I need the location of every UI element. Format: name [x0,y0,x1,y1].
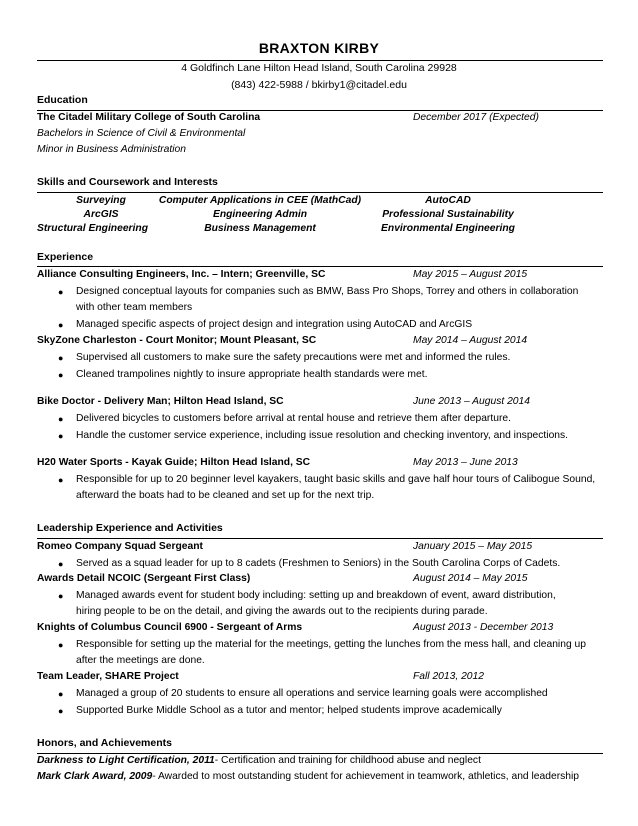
section-divider [37,110,603,111]
degree: Bachelors in Science of Civil & Environmental [37,128,246,139]
header-divider [37,60,603,61]
job-bullet: Handle the customer service experience, including issue resolution and checking inventory, and inspections. [76,430,569,441]
job-date: June 2013 – August 2014 [413,396,530,407]
job-bullet: Cleaned trampolines nightly to insure appropriate health standards were met. [76,369,428,380]
honor-item [37,771,579,784]
bullet-icon: ● [58,591,64,601]
job-heading: SkyZone Charleston - Court Monitor; Mount Pleasant, SC [37,335,317,346]
skill-item: Structural Engineering [37,223,148,234]
job-heading: H20 Water Sports - Kayak Guide; Hilton Head Island, SC [37,457,311,468]
role-bullet: Responsible for setting up the material for the meetings, getting the lunches from the mess hall, and cleaning up [76,639,586,650]
bullet-icon: ● [58,320,64,330]
minor: Minor in Business Administration [37,144,186,155]
skill-item: Business Management [204,223,316,234]
bullet-icon: ● [58,640,64,650]
honor-name: Mark Clark Award, 2009 [37,771,153,782]
job-bullet: Designed conceptual layouts for companies such as BMW, Bass Pro Shops, Torrey and others in collaboration [76,286,579,297]
role-date: August 2014 – May 2015 [413,573,528,584]
bullet-icon: ● [58,414,64,424]
job-bullet-continued: afterward the boats had to be cleaned and set up for the next trip. [76,490,375,501]
job-heading: Alliance Consulting Engineers, Inc. – Intern; Greenville, SC [37,269,326,280]
job-date: May 2014 – August 2014 [413,335,528,346]
role-bullet: Supported Burke Middle School as a tutor and mentor; helped students improve academically [76,705,502,716]
bullet-icon: ● [58,287,64,297]
section-title-honors: Honors, and Achievements [37,737,172,749]
contact-info: (843) 422-5988 / bkirby1@citadel.edu [231,79,407,91]
section-divider [37,266,603,267]
role-date: January 2015 – May 2015 [413,541,533,552]
job-bullet-continued: with other team members [76,302,193,313]
skill-item: Computer Applications in CEE (MathCad) [158,195,362,206]
job-date: May 2015 – August 2015 [413,269,528,280]
bullet-icon: ● [58,475,64,485]
job-bullet: Responsible for up to 20 beginner level kayakers, taught basic skills and gave half hour tours of Calibogue Sound, [76,474,596,485]
role-bullet-continued: hiring people to be on the detail, and giving the awards out to the recipients during parade. [76,606,488,617]
skill-item: Environmental Engineering [381,223,515,234]
section-divider [37,753,603,754]
candidate-name: BRAXTON KIRBY [258,40,380,56]
job-bullet: Delivered bicycles to customers before arrival at rental house and retrieve them after departure. [76,413,511,424]
bullet-icon: ● [58,706,64,716]
role-bullet: Served as a squad leader for up to 8 cadets (Freshmen to Seniors) in the South Carolina Corps of Cadets. [76,558,561,569]
bullet-icon: ● [58,689,64,699]
section-title-education: Education [37,94,88,106]
role-heading: Romeo Company Squad Sergeant [37,541,203,552]
skill-item: Surveying [76,195,126,206]
education-date: December 2017 (Expected) [413,112,539,123]
honor-description: - Certification and training for childhood abuse and neglect [214,755,481,766]
skill-item: Professional Sustainability [382,209,514,220]
job-heading: Bike Doctor - Delivery Man; Hilton Head Island, SC [37,396,284,407]
role-bullet: Managed a group of 20 students to ensure all operations and service learning goals were accomplished [76,688,548,699]
role-date: August 2013 - December 2013 [413,622,554,633]
skill-item: ArcGIS [83,209,119,220]
bullet-icon: ● [58,431,64,441]
section-title-skills: Skills and Coursework and Interests [37,176,218,188]
section-title-experience: Experience [37,251,94,263]
honor-item [37,755,481,768]
job-bullet: Supervised all customers to make sure the safety precautions were met and informed the rules. [76,352,511,363]
skill-item: Engineering Admin [212,209,307,220]
role-heading: Knights of Columbus Council 6900 - Sergeant of Arms [37,622,303,633]
bullet-icon: ● [58,353,64,363]
bullet-icon: ● [58,559,64,569]
role-bullet-continued: after the meetings are done. [76,655,205,666]
role-bullet: Managed awards event for student body including: setting up and breakdown of event, award distribution, [76,590,556,601]
job-date: May 2013 – June 2013 [413,457,518,468]
address: 4 Goldfinch Lane Hilton Head Island, South Carolina 29928 [181,62,457,74]
school-name: The Citadel Military College of South Carolina [37,112,261,123]
section-title-leadership: Leadership Experience and Activities [37,522,223,534]
role-heading: Team Leader, SHARE Project [37,671,179,682]
section-divider [37,192,603,193]
bullet-icon: ● [58,370,64,380]
honor-description: - Awarded to most outstanding student for achievement in teamwork, athletics, and leadership [152,771,580,782]
job-bullet: Managed specific aspects of project design and integration using AutoCAD and ArcGIS [76,319,473,330]
skill-item: AutoCAD [425,195,471,206]
role-date: Fall 2013, 2012 [413,671,484,682]
honor-name: Darkness to Light Certification, 2011 [37,755,215,766]
role-heading: Awards Detail NCOIC (Sergeant First Class) [37,573,251,584]
section-divider [37,538,603,539]
